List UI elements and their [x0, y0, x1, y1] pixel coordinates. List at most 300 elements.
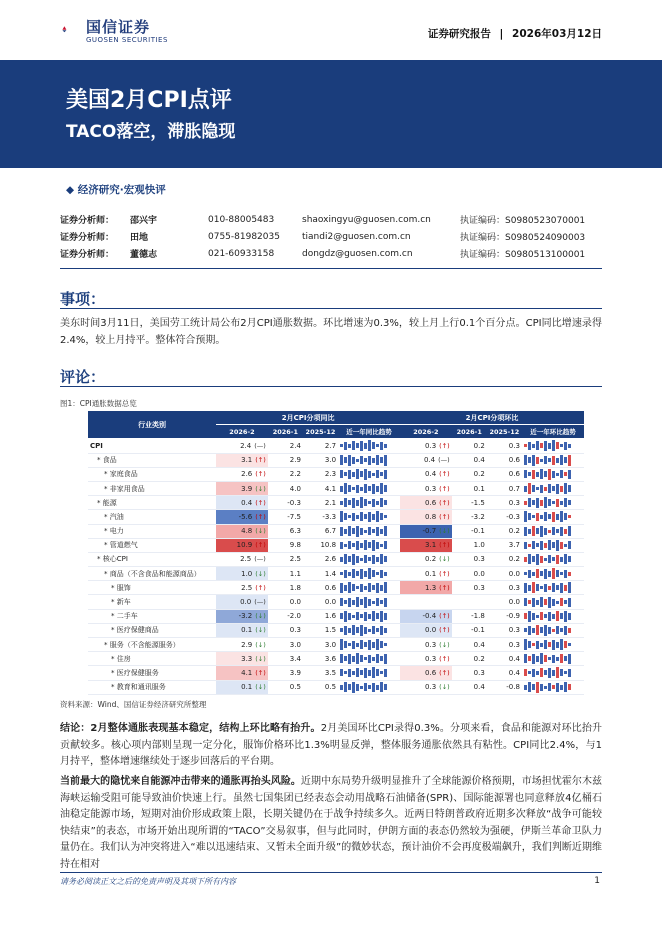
sparkline-bar	[380, 529, 383, 534]
sparkline-bar	[556, 442, 559, 449]
value-cell: 0.0	[303, 595, 338, 609]
sparkline-bar	[348, 684, 351, 690]
trend-cell	[338, 567, 400, 581]
value: 2.5	[241, 583, 253, 592]
trend-sparkline	[340, 483, 398, 495]
trend-sparkline	[524, 681, 582, 693]
sparkline-bar	[360, 543, 363, 548]
change-arrow: (—)	[438, 456, 450, 465]
sparkline-bar	[352, 498, 355, 508]
sparkline-bar	[540, 586, 543, 589]
sparkline-bar	[372, 499, 375, 507]
sparkline-bar	[380, 600, 383, 604]
row-label: * 医疗保健服务	[88, 666, 216, 680]
analyst-cert: 执证编码：S0980524090003	[460, 233, 586, 243]
value-cell: -1.8	[452, 609, 487, 623]
value-cell	[216, 538, 268, 552]
sparkline-bar	[552, 471, 555, 478]
sparkline-bar	[360, 569, 363, 579]
sparkline-bar	[568, 613, 571, 620]
sparkline-bar	[544, 456, 547, 464]
sparkline-bar	[552, 486, 555, 491]
trend-cell	[522, 567, 584, 581]
sparkline-bar	[532, 470, 535, 479]
sparkline-bar	[380, 641, 383, 648]
sparkline-bar	[560, 501, 563, 505]
sparkline-bar	[372, 601, 375, 604]
value-cell	[216, 453, 268, 467]
sparkline-bar	[528, 442, 531, 450]
sparkline-bar	[556, 458, 559, 463]
sparkline-bar	[376, 527, 379, 536]
sparkline-bar	[540, 612, 543, 620]
sparkline-bar	[560, 583, 563, 593]
sparkline-bar	[376, 654, 379, 663]
logo-text: 国信证券	[86, 18, 151, 36]
sparkline-bar	[372, 555, 375, 564]
value-cell: 0.6	[487, 453, 522, 467]
change-arrow: (↑)	[439, 654, 450, 663]
trend-cell	[522, 652, 584, 666]
sparkline-bar	[524, 511, 527, 522]
sparkline-bar	[352, 472, 355, 477]
trend-sparkline	[340, 497, 398, 509]
value-cell: 0.3	[452, 666, 487, 680]
value-cell	[400, 666, 452, 680]
sparkline-bar	[548, 642, 551, 647]
value-cell	[216, 496, 268, 510]
sparkline-bar	[340, 572, 343, 575]
value-cell	[400, 595, 452, 609]
logo-subtext: GUOSEN SECURITIES	[86, 36, 168, 44]
trend-sparkline	[524, 553, 582, 565]
trend-sparkline	[340, 468, 398, 480]
sparkline-bar	[536, 615, 539, 618]
table-row	[88, 595, 584, 609]
sparkline-bar	[548, 514, 551, 519]
value: 0.0	[425, 626, 437, 635]
sparkline-bar	[376, 542, 379, 549]
row-label: * 医疗保健商品	[88, 623, 216, 637]
sparkline-bar	[548, 586, 551, 590]
sparkline-bar	[564, 442, 567, 450]
value-cell: 2.5	[268, 552, 303, 566]
sparkline-bar	[380, 472, 383, 476]
sparkline-bar	[548, 458, 551, 462]
trend-cell	[338, 481, 400, 495]
sparkline-bar	[532, 444, 535, 448]
sparkline-bar	[368, 599, 371, 606]
sparkline-bar	[564, 498, 567, 507]
value: 0.4	[423, 456, 436, 465]
value-cell	[400, 481, 452, 495]
sparkline-bar	[380, 513, 383, 520]
sparkline-bar	[376, 628, 379, 632]
sparkline-bar	[564, 513, 567, 520]
value-cell	[216, 652, 268, 666]
sparkline-bar	[340, 639, 343, 650]
trend-cell	[522, 524, 584, 538]
value: -0.7	[422, 527, 437, 536]
value-cell: 3.0	[303, 638, 338, 652]
sub-header: 2026-1	[452, 425, 487, 439]
sparkline-bar	[544, 441, 547, 451]
row-label: * 管道燃气	[88, 538, 216, 552]
sparkline-bar	[376, 583, 379, 593]
sparkline-bar	[348, 628, 351, 633]
value-cell	[400, 510, 452, 524]
sparkline-bar	[524, 542, 527, 549]
sparkline-bar	[376, 639, 379, 650]
value-cell: 0.2	[452, 652, 487, 666]
sparkline-bar	[384, 654, 387, 664]
risk-lead: 当前最大的隐忧来自能源冲击带来的通胀再抬头风险。	[60, 776, 301, 787]
change-arrow: (—)	[254, 441, 266, 450]
sparkline-bar	[340, 583, 343, 593]
group-mom: 2月CPI分项环比	[400, 411, 584, 425]
value-cell: 3.7	[487, 538, 522, 552]
sparkline-bar	[340, 444, 343, 447]
sparkline-bar	[380, 570, 383, 578]
sparkline-bar	[356, 668, 359, 677]
sparkline-bar	[532, 515, 535, 518]
sparkline-bar	[540, 469, 543, 479]
sparkline-bar	[348, 515, 351, 518]
trend-sparkline	[524, 624, 582, 636]
trend-cell	[338, 467, 400, 481]
sparkline-bar	[552, 440, 555, 451]
row-label: * 服饰	[88, 581, 216, 595]
sparkline-bar	[564, 656, 567, 661]
change-arrow: (↑)	[439, 484, 450, 493]
trend-cell	[522, 439, 584, 453]
sparkline-bar	[344, 570, 347, 578]
sparkline-bar	[524, 669, 527, 676]
sparkline-bar	[352, 600, 355, 605]
sparkline-bar	[368, 614, 371, 619]
sparkline-bar	[356, 515, 359, 519]
sparkline-bar	[356, 485, 359, 493]
sparkline-bar	[568, 470, 571, 479]
value-cell: 3.9	[268, 666, 303, 680]
value-cell: 4.0	[268, 481, 303, 495]
footer-divider	[60, 872, 602, 873]
sparkline-bar	[380, 585, 383, 591]
sparkline-bar	[344, 626, 347, 635]
sparkline-bar	[372, 626, 375, 634]
sparkline-bar	[532, 669, 535, 677]
sparkline-bar	[360, 686, 363, 689]
value-cell: -0.8	[487, 680, 522, 694]
trend-cell	[338, 595, 400, 609]
sparkline-bar	[384, 500, 387, 505]
trend-cell	[338, 609, 400, 623]
sparkline-bar	[364, 627, 367, 634]
sparkline-bar	[376, 511, 379, 522]
sub-header: 近一年环比趋势	[522, 425, 584, 439]
trend-sparkline	[340, 454, 398, 466]
sparkline-bar	[344, 513, 347, 520]
sparkline-bar	[552, 512, 555, 522]
sparkline-bar	[380, 483, 383, 494]
sparkline-bar	[540, 684, 543, 691]
sparkline-bar	[568, 444, 571, 448]
value-cell: 1.8	[268, 581, 303, 595]
sparkline-bar	[536, 441, 539, 450]
sparkline-bar	[532, 455, 535, 466]
value-cell	[452, 595, 487, 609]
value-cell: 6.7	[303, 524, 338, 538]
sparkline-bar	[528, 570, 531, 578]
sparkline-bar	[568, 684, 571, 690]
sparkline-bar	[548, 540, 551, 550]
conclusion-body: 2月美国环比CPI录得0.3%。分项来看，食品和能源对环比抬升贡献较多。核心项内部则呈现一定分化，服饰价格环比1.3%明显反弹，整体服务通胀依然具有粘性。CPI同比2.4%，与1月持平，整体增速继续处于逐步回落后的平台期。	[60, 723, 602, 767]
value-cell	[216, 609, 268, 623]
trend-cell	[338, 652, 400, 666]
sparkline-bar	[540, 597, 543, 607]
change-arrow: (↑)	[255, 470, 266, 479]
value: -5.6	[238, 512, 253, 521]
trend-cell	[338, 666, 400, 680]
sparkline-bar	[368, 640, 371, 650]
value-cell: 0.2	[487, 552, 522, 566]
sparkline-bar	[540, 485, 543, 493]
table-row	[88, 623, 584, 637]
change-arrow: (↑)	[439, 541, 450, 550]
sparkline-bar	[352, 441, 355, 450]
sparkline-bar	[376, 613, 379, 619]
trend-sparkline	[340, 525, 398, 537]
sparkline-bar	[380, 442, 383, 450]
sparkline-bar	[556, 657, 559, 661]
analyst-email: dongdz@guosen.com.cn	[302, 248, 413, 259]
sparkline-bar	[568, 582, 571, 593]
sparkline-bar	[352, 569, 355, 578]
report-type: 证券研究报告	[427, 28, 491, 40]
sparkline-bar	[364, 484, 367, 493]
value: 0.2	[425, 555, 437, 564]
sparkline-bar	[544, 512, 547, 521]
sparkline-bar	[536, 600, 539, 605]
change-arrow: (↓)	[439, 683, 450, 692]
value-cell	[216, 481, 268, 495]
sparkline-bar	[368, 670, 371, 676]
sparkline-bar	[348, 669, 351, 677]
sparkline-bar	[372, 585, 375, 590]
value-cell: 1.6	[303, 609, 338, 623]
sparkline-bar	[540, 443, 543, 448]
sparkline-bar	[556, 540, 559, 551]
value-cell: 0.7	[487, 481, 522, 495]
change-arrow: (↑)	[439, 583, 450, 592]
sparkline-bar	[364, 612, 367, 621]
sparkline-bar	[536, 472, 539, 477]
sparkline-bar	[344, 457, 347, 463]
sparkline-bar	[552, 568, 555, 579]
trend-cell	[522, 666, 584, 680]
sparkline-bar	[340, 470, 343, 478]
trend-cell	[338, 439, 400, 453]
sparkline-bar	[552, 640, 555, 650]
sparkline-bar	[368, 527, 371, 535]
sparkline-bar	[376, 685, 379, 690]
sparkline-bar	[348, 654, 351, 664]
sparkline-bar	[360, 512, 363, 521]
change-arrow: (↓)	[255, 683, 266, 692]
sparkline-bar	[552, 501, 555, 504]
sparkline-bar	[552, 583, 555, 592]
value-cell: 2.4	[268, 439, 303, 453]
trend-sparkline	[524, 582, 582, 594]
sparkline-bar	[360, 670, 363, 675]
sparkline-bar	[540, 500, 543, 506]
sparkline-bar	[568, 556, 571, 562]
value: 0.1	[241, 626, 253, 635]
sparkline-bar	[348, 500, 351, 505]
value: 0.3	[425, 683, 437, 692]
sparkline-bar	[536, 487, 539, 490]
sparkline-bar	[568, 515, 571, 518]
sparkline-bar	[568, 526, 571, 536]
page-title: 美国2月CPI点评	[66, 88, 232, 113]
sparkline-bar	[352, 487, 355, 490]
sparkline-bar	[552, 527, 555, 535]
sparkline-bar	[560, 557, 563, 562]
sparkline-bar	[348, 643, 351, 646]
sparkline-bar	[340, 598, 343, 606]
sparkline-bar	[560, 455, 563, 465]
table-row	[88, 666, 584, 680]
value: 0.3	[425, 654, 437, 663]
value-cell: -1.5	[452, 496, 487, 510]
trend-cell	[522, 467, 584, 481]
value: 3.1	[241, 456, 253, 465]
change-arrow: (↓)	[255, 484, 266, 493]
value-cell: 1.0	[452, 538, 487, 552]
sparkline-bar	[368, 629, 371, 632]
risk-body: 近期中东局势升级明显推升了全球能源价格预期，市场担忧霍尔木兹海峡运输受阻可能导致油价快速上行。虽然七国集团已经表态会动用战略石油储备(SPR)、国际能源署也同意释放4亿桶石油稳定能源市场，短期对油价形成政策上限，长期关键仍在于战争持续多久。近两日特朗普政府近期多次释放“战争可能较快结束”的表态，市场开始出现所谓的“TACO”交易叙事，但与此同时，伊朗方面的表态仍然较为强硬，伊斯兰革命卫队力量仍在。我们认为冲突将进入“难以迅速结束、又暂未全面升级”的微妙状态，预计油价不会再度极端飙升，我们判断近期维持在相对	[60, 776, 603, 870]
trend-sparkline	[524, 440, 582, 452]
sparkline-bar	[380, 498, 383, 507]
sparkline-bar	[340, 557, 343, 562]
sparkline-bar	[552, 685, 555, 689]
change-arrow: (↓)	[439, 640, 450, 649]
sub-header: 近一年同比趋势	[338, 425, 400, 439]
trend-sparkline	[340, 596, 398, 608]
sparkline-bar	[544, 686, 547, 689]
table-row	[88, 524, 584, 538]
sparkline-bar	[384, 444, 387, 448]
value-cell: 0.3	[487, 638, 522, 652]
value: 2.6	[241, 470, 253, 479]
change-arrow: (↑)	[255, 541, 266, 550]
sparkline-bar	[552, 655, 555, 663]
sparkline-bar	[352, 528, 355, 534]
change-arrow: (↓)	[255, 569, 266, 578]
comment-heading: 评论：	[60, 368, 106, 386]
sparkline-bar	[524, 486, 527, 492]
sparkline-bar	[540, 668, 543, 677]
sparkline-bar	[340, 685, 343, 690]
sparkline-bar	[552, 614, 555, 619]
sparkline-bar	[568, 598, 571, 607]
sub-header: 2025-12	[303, 425, 338, 439]
sparkline-bar	[560, 628, 563, 632]
sparkline-bar	[552, 542, 555, 548]
sparkline-bar	[528, 641, 531, 648]
analyst-role: 证券分析师：	[60, 250, 115, 260]
sparkline-bar	[384, 541, 387, 549]
trend-sparkline	[524, 483, 582, 495]
sparkline-bar	[384, 684, 387, 690]
sparkline-bar	[348, 541, 351, 549]
value-cell: 0.3	[487, 623, 522, 637]
value: 0.3	[425, 441, 437, 450]
sparkline-bar	[560, 444, 563, 447]
sparkline-bar	[340, 486, 343, 492]
sparkline-bar	[360, 625, 363, 636]
sparkline-bar	[556, 642, 559, 648]
sparkline-bar	[376, 470, 379, 478]
sparkline-bar	[536, 682, 539, 693]
sparkline-bar	[372, 667, 375, 678]
row-label: * 非家用食品	[88, 481, 216, 495]
sparkline-bar	[556, 529, 559, 533]
value-cell: 9.8	[268, 538, 303, 552]
analyst-cert: 执证编码：S0980523070001	[460, 216, 586, 226]
change-arrow: (↑)	[255, 512, 266, 521]
table-row	[88, 567, 584, 581]
analyst-name: 邵兴宇	[130, 216, 158, 226]
table-row	[88, 453, 584, 467]
sparkline-bar	[376, 455, 379, 465]
sparkline-bar	[528, 513, 531, 520]
analyst-list	[60, 211, 602, 262]
sparkline-bar	[560, 639, 563, 650]
change-arrow: (↑)	[439, 626, 450, 635]
trend-cell	[338, 510, 400, 524]
sparkline-bar	[348, 598, 351, 607]
sparkline-bar	[352, 682, 355, 693]
sparkline-bar	[544, 655, 547, 662]
sparkline-bar	[532, 500, 535, 505]
sparkline-bar	[564, 554, 567, 564]
sparkline-bar	[364, 571, 367, 577]
sparkline-bar	[556, 683, 559, 692]
sub-header: 2025-12	[487, 425, 522, 439]
analyst-phone: 010-88005483	[208, 214, 275, 225]
sparkline-bar	[556, 667, 559, 678]
sparkline-bar	[356, 541, 359, 550]
value-cell: 6.3	[268, 524, 303, 538]
sparkline-bar	[528, 457, 531, 463]
sparkline-bar	[344, 656, 347, 661]
sparkline-bar	[568, 572, 571, 576]
event-heading: 事项：	[60, 290, 106, 308]
change-arrow: (↑)	[439, 668, 450, 677]
sparkline-bar	[364, 469, 367, 480]
sparkline-bar	[560, 669, 563, 676]
sparkline-bar	[360, 640, 363, 649]
sparkline-bar	[536, 513, 539, 521]
trend-sparkline	[340, 440, 398, 452]
value-cell: 3.0	[303, 453, 338, 467]
sparkline-bar	[556, 585, 559, 590]
trend-sparkline	[340, 653, 398, 665]
value-cell: 0.2	[452, 467, 487, 481]
sparkline-bar	[356, 612, 359, 620]
sparkline-bar	[532, 485, 535, 492]
